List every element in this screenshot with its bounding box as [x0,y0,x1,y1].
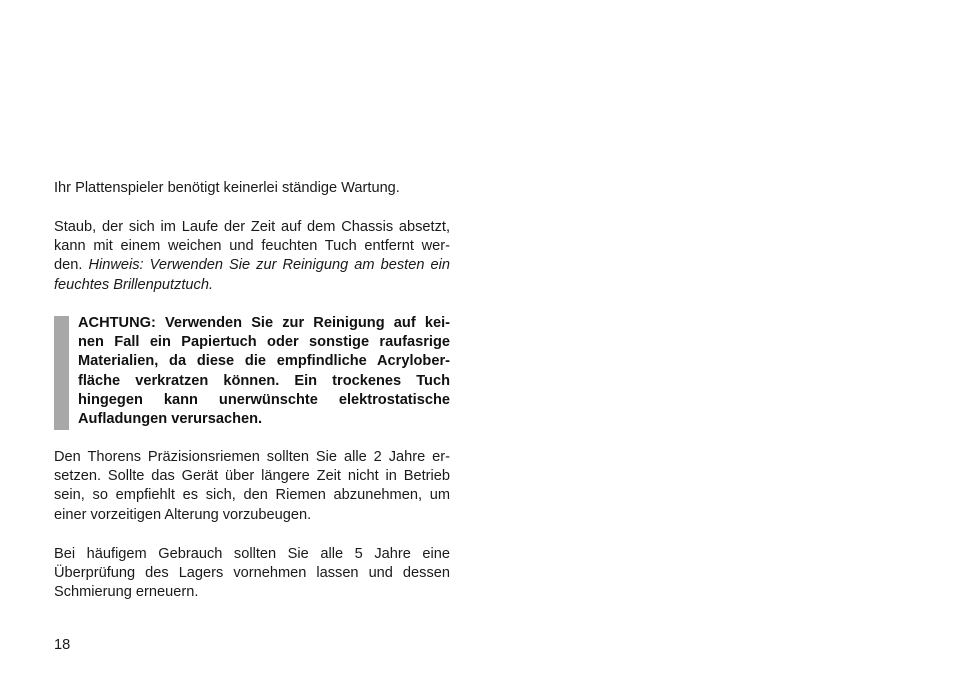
dust-line-3-start: den. [54,257,83,274]
belt-line-2: setzen. Sollte das Gerät über längere Zeit nicht in Betrieb [54,468,450,485]
warning-line-3: Materialien, da diese die empfindliche Acrylober- [78,353,450,370]
dust-line-1: Staub, der sich im Laufe der Zeit auf dem Chassis absetzt, [54,219,450,235]
page-number: 18 [54,637,71,653]
intro-text: Ihr Plattenspieler benötigt keinerlei ständige Wartung. [54,180,400,196]
warning-box [54,314,450,430]
bearing-line-1: Bei häufigem Gebrauch sollten Sie alle 5 Jahre eine [54,546,450,562]
paragraph-belt-replacement [54,448,450,525]
bearing-line-3: Schmierung erneuern. [54,584,199,601]
dust-line-2: kann mit einem weichen und feuchten Tuch entfernt wer- [54,238,450,255]
bearing-line-2: Überprüfung des Lagers vornehmen lassen und dessen [54,565,450,582]
belt-line-1: Den Thorens Präzisionsriemen sollten Sie alle 2 Jahre er- [54,449,450,465]
warning-line-5: hingegen kann unerwünschte elektrostatische [78,391,450,408]
belt-line-3: sein, so empfiehlt es sich, den Riemen abzunehmen, um [54,487,450,504]
paragraph-dust-cleaning [54,218,450,295]
paragraph-bearing-check [54,545,450,603]
paragraph-maintenance-intro [54,179,450,198]
warning-bar [54,316,69,430]
warning-line-4: fläche verkratzen können. Ein trockenes Tuch [78,372,450,389]
dust-line-3 [54,256,450,275]
hint-text: Hinweis: Verwenden Sie zur Reinigung am besten ein [88,257,450,274]
belt-line-4: einer vorzeitigen Alterung vorzubeugen. [54,506,312,523]
hint-text-end: feuchtes Brillenputztuch. [54,276,213,293]
warning-text [78,314,450,429]
warning-line-2: nen Fall ein Papiertuch oder sonstige raufasrige [78,334,450,351]
warning-line-6: Aufladungen verursachen. [78,411,263,428]
warning-line-1: ACHTUNG: Verwenden Sie zur Reinigung auf kei- [78,315,450,331]
